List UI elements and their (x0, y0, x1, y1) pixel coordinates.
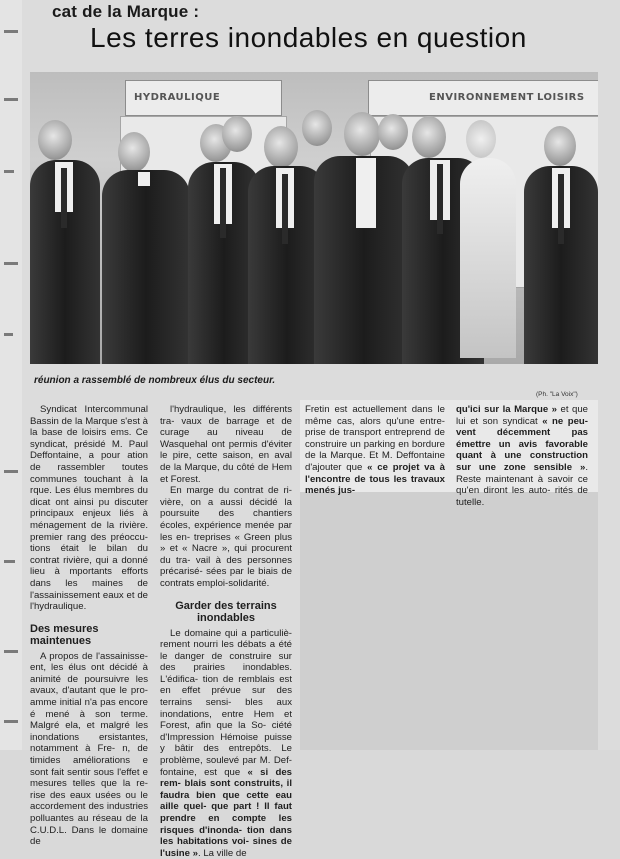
subheading: Des mesures maintenues (30, 623, 148, 647)
photo-credit: (Ph. "La Voix") (536, 391, 578, 398)
quote: « ne peu- vent décemment pas émettre un avis favorable quant à une construction sur une zone sensible » (456, 416, 588, 473)
subheading: Garder des terrains inondables (160, 600, 292, 624)
banner-label: HYDRAULIQUE (134, 92, 220, 103)
banner-label: ENVIRONNEMENT (429, 92, 534, 103)
quote: « si des rem- blais sont construits, il faudra bien que cette eau aille quel- que part ! Il faut prendre en compte les risques d'inonda- tion dans les habitations voi- sines de l'usine » (160, 767, 292, 859)
quote: qu'ici sur la Marque » (456, 404, 557, 415)
quote: « ce projet va à l'encontre de tous les travaux menés jus- (305, 462, 445, 496)
headline: Les terres inondables en question (90, 22, 527, 54)
article-column-1 (30, 404, 148, 848)
paragraph: Le domaine qui a particuliè- rement nourri les débats a été le danger de construire sur des prairies inondables. L'édifica- tion de remblais est en effet prévue sur des terrains sensi- bles aux inondations, entre Hem et Forest, afin que la So- ciété d'Impression Hémoise puisse y bâtir des entrepôts. Le problème, soulevé par M. Def- fontaine, est que « si des rem- blais sont construits, il faudra bien que cette eau aille quel- que part ! Il faut prendre en compte les risques d'inonda- tion dans les habitations voi- sines de l'usine ». La ville de (160, 628, 292, 859)
group-photo (30, 72, 598, 364)
banner-environnement (368, 80, 598, 116)
article-column-3 (305, 404, 445, 497)
photo-caption: réunion a rassemblé de nombreux élus du secteur. (34, 375, 275, 386)
article-column-2 (160, 404, 292, 859)
paragraph: l'hydraulique, les différents tra- vaux de barrage et de curage au niveau de Wasquehal ont permis d'éviter le pire, cette saison, en aval de la Marque, du côté de Hem et Forest. (160, 404, 292, 485)
banner-hydraulique (125, 80, 282, 116)
paragraph: En marge du contrat de ri- vière, on a aussi décidé la poursuite des chantiers écoles, expérience menée par les en- treprises « Green plus » et « Nacre », qui procurent du tra- vail à des personnes précarisé- sées par le biais de contrats emploi-solidarité. (160, 485, 292, 589)
article-column-4 (456, 404, 588, 508)
kicker: cat de la Marque : (52, 2, 199, 22)
paragraph: qu'ici sur la Marque » et que lui et son syndicat « ne peu- vent décemment pas émettre un avis favorable quant à une construction sur une zone sensible ». Reste maintenant à savoir ce qu'en diront les auto- rités de tutelle. (456, 404, 588, 508)
paragraph: A propos de l'assainisse- ent, les élus ont décidé à animité de poursuivre les avaux, d'autant que le pro- amme initial n'a pas encore é mené à son terme. Malgré ela, et malgré les inondations ersistantes, notamment à Fre- n, de timides améliorations e sont fait sentir sous l'effet e mesures telles que la re- rise des eaux usées ou le accordement des industries polluantes au réseau de la C.U.D.L. Dans le domaine de (30, 651, 148, 848)
blank-area (300, 492, 598, 750)
banner-label: LOISIRS (537, 92, 585, 103)
paragraph: Syndicat Intercommunal Bassin de la Marque s'est à la base de loisirs ems. Ce syndicat, présidé M. Paul Deffontaine, a pour ation de rassembler toutes communes touchant à la rque. Les élus membres du dicat ont ainsi pu discuter principaux enjeux liés à ménagement de la rivière. premier rang des préoccu- tions était le bilan du contrat rivière, qui a donné lieu à mportants efforts dans les maines de l'assainissement eaux et de l'hydraulique. (30, 404, 148, 613)
paragraph: Fretin est actuellement dans le même cas, alors qu'une entre- prise de transport entreprend de construire un parking en bordure de la Marque. Et M. Deffontaine d'ajouter que « ce projet va à l'encontre de tous les travaux menés jus- (305, 404, 445, 497)
